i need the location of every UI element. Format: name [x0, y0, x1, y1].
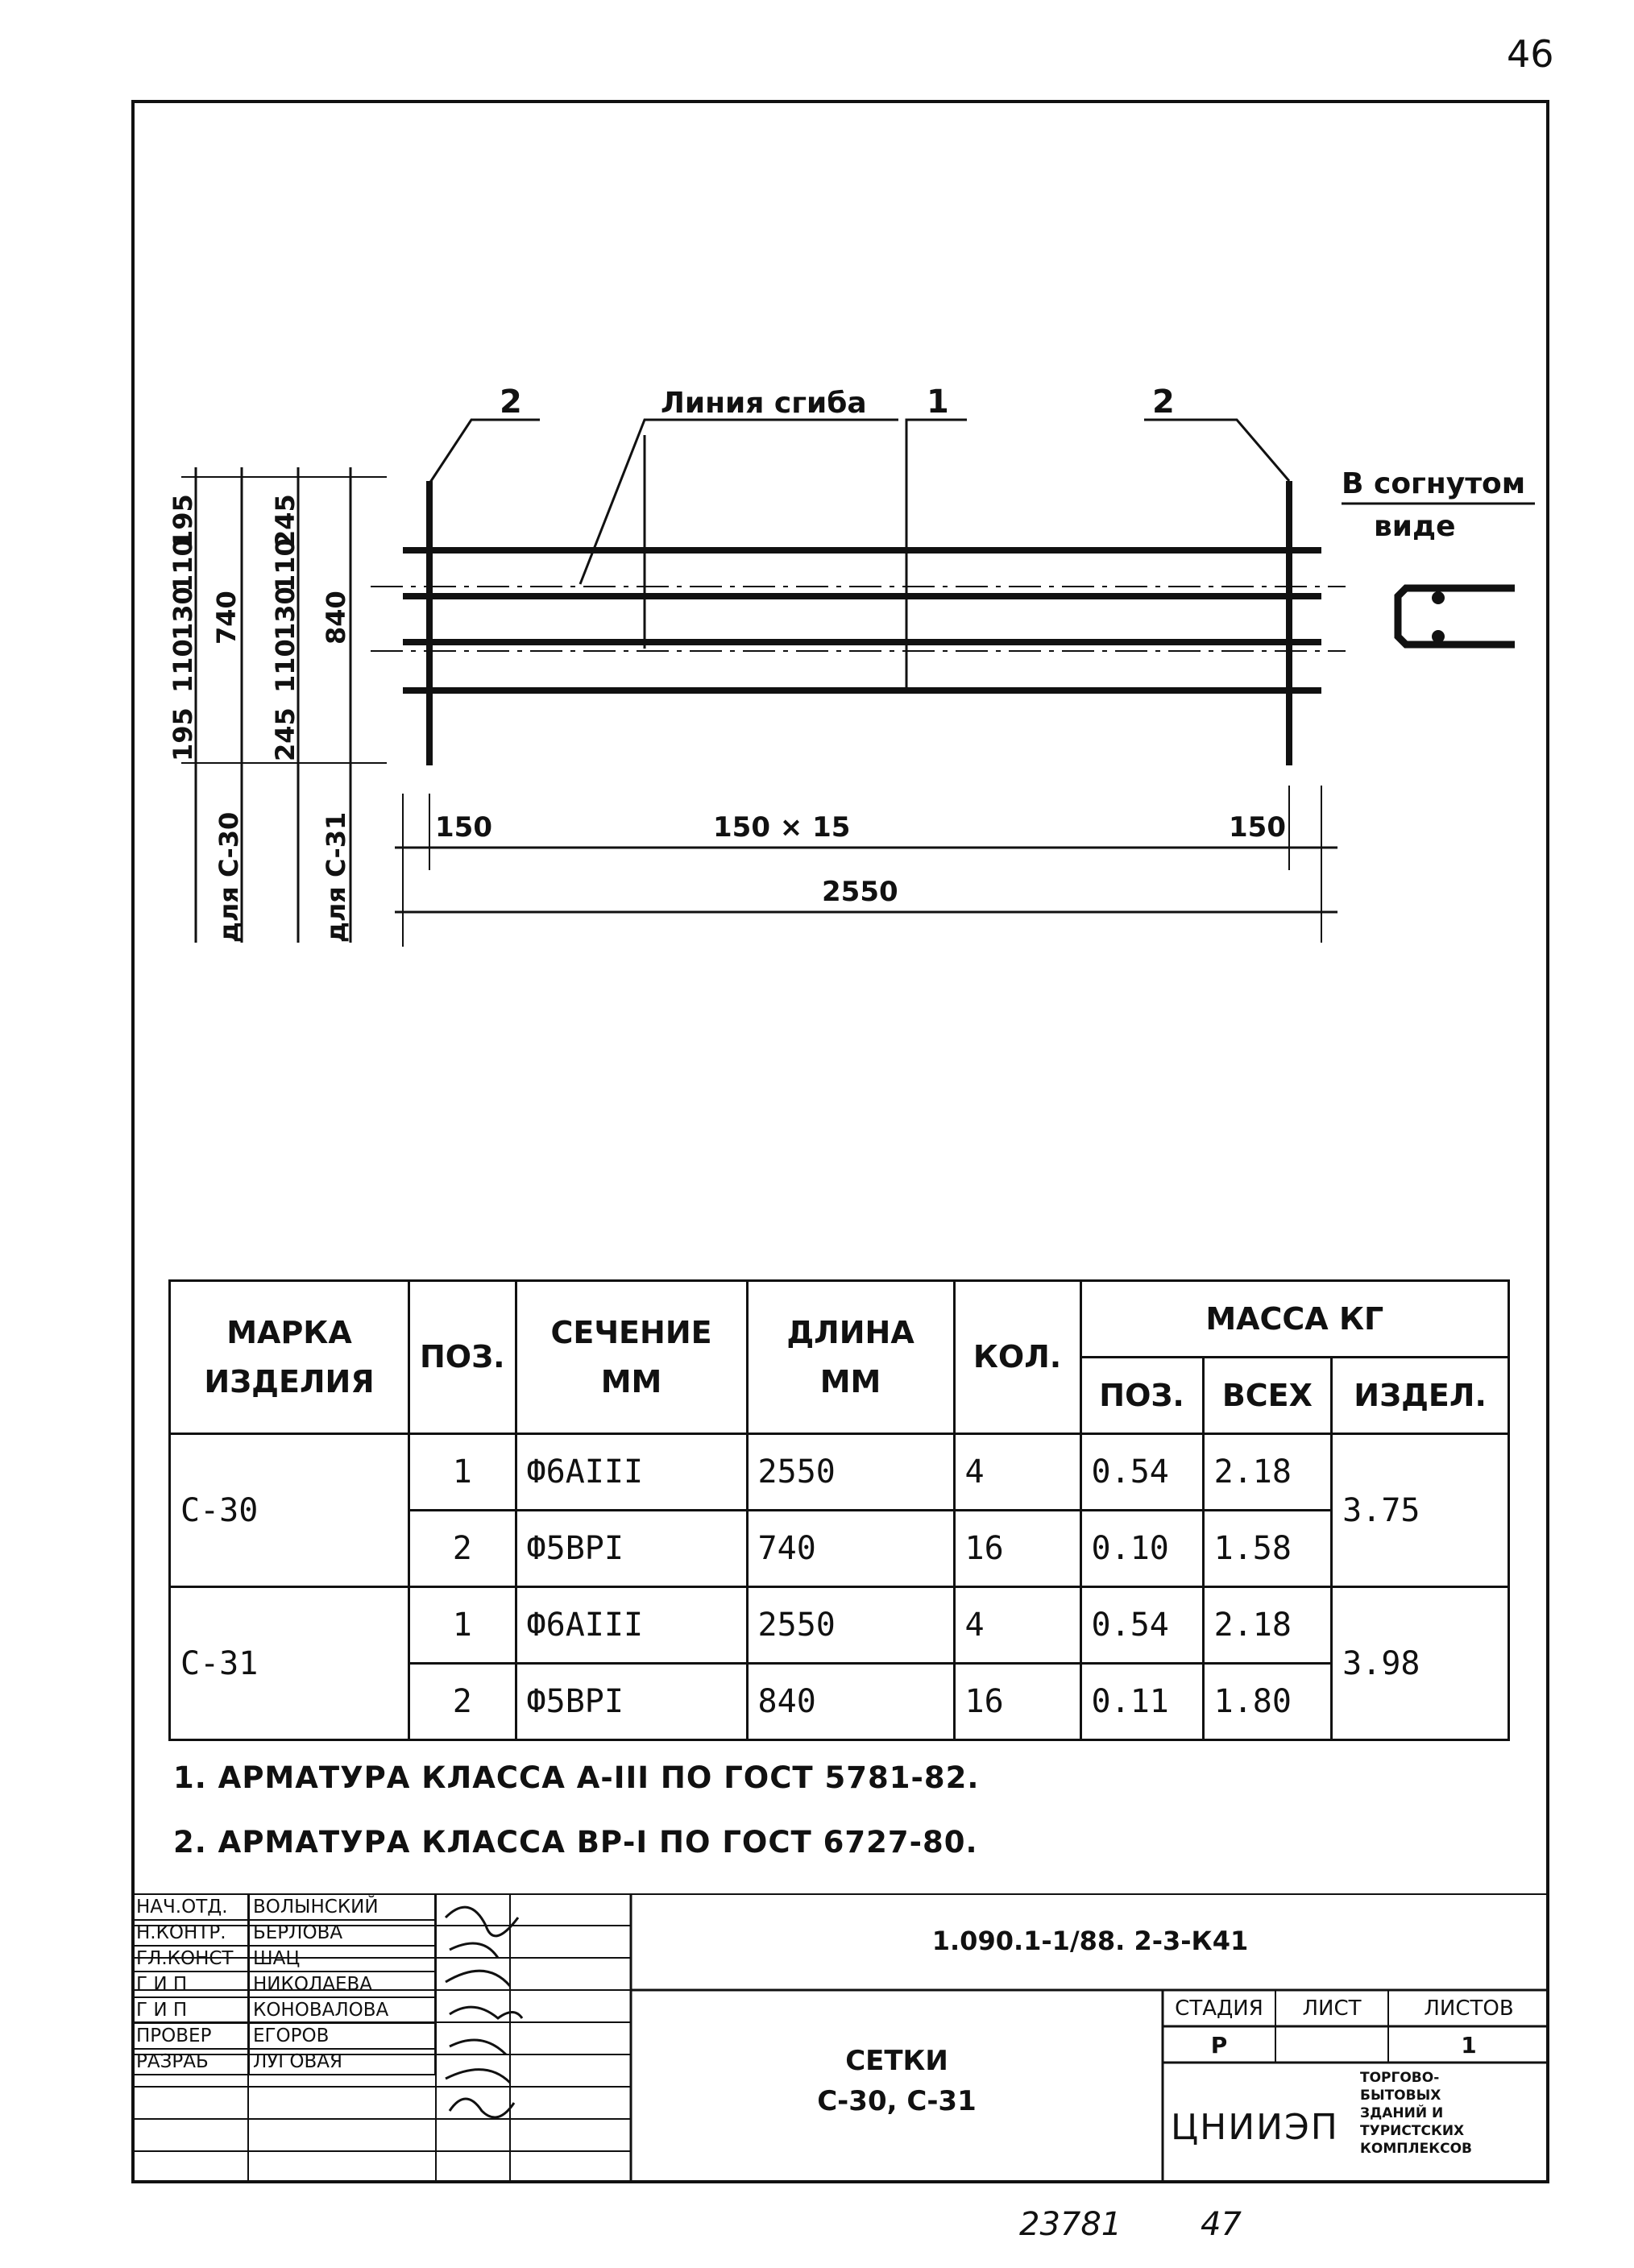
sheets-value: 1: [1461, 2032, 1477, 2059]
name-label: ЛУГОВАЯ: [249, 2049, 435, 2075]
leader-pos-2-left: [429, 420, 540, 483]
row-mass-all: 1.80: [1203, 1664, 1332, 1740]
row-length: 2550: [747, 1434, 954, 1511]
bent-view-shape: [1398, 588, 1515, 645]
dim-c30-3: 130: [168, 587, 198, 641]
org-description: [1360, 2069, 1472, 2158]
stage-label: СТАДИЯ: [1175, 1996, 1263, 2021]
row-qty: 16: [954, 1664, 1080, 1740]
header-section: СЕЧЕНИЕ ММ: [516, 1281, 747, 1434]
row-mass-item: 3.98: [1332, 1587, 1509, 1740]
row-mass-item: 3.75: [1332, 1434, 1509, 1587]
pos-label-right: 2: [1152, 384, 1175, 421]
org-desc-line: ЗДАНИЙ И: [1360, 2105, 1444, 2121]
row-mass-pos: 0.54: [1080, 1434, 1203, 1511]
name-label: ШАЦ: [249, 1946, 435, 1972]
page-number: 46: [1507, 32, 1554, 76]
row-mass-all: 2.18: [1203, 1434, 1332, 1511]
role-label: ПРОВЕР: [132, 2023, 249, 2049]
bottom-number-left: 23781: [1019, 2206, 1122, 2243]
role-label: Г И П: [132, 1972, 249, 1997]
stage-value: Р: [1210, 2032, 1228, 2059]
org-desc-line: КОМПЛЕКСОВ: [1360, 2141, 1473, 2157]
header-mass-item: ИЗДЕЛ.: [1332, 1358, 1509, 1434]
bent-view-label-1: В согнутом: [1342, 467, 1526, 500]
leader-pos-2-right: [1144, 420, 1289, 481]
row-section: Ф6АIII: [516, 1434, 747, 1511]
dim-c31-4: 110: [270, 538, 301, 592]
dim-c30-5: 195: [168, 494, 198, 548]
note-2: 2. АРМАТУРА КЛАССА ВР-I ПО ГОСТ 6727-80.: [173, 1825, 978, 1860]
header-pos: ПОЗ.: [409, 1281, 516, 1434]
org-name: ЦНИИЭП: [1171, 2107, 1339, 2148]
dim-c30-4: 110: [168, 538, 198, 592]
row-length: 740: [747, 1511, 954, 1587]
row-section: Ф5ВРI: [516, 1511, 747, 1587]
bent-view-bar-top: [1432, 591, 1445, 604]
dim-mid-label: 150 × 15: [713, 811, 851, 844]
for-c31-label: для С-31: [321, 811, 351, 943]
dim-c31-1: 245: [270, 707, 301, 761]
dim-c31-2: 110: [270, 639, 301, 693]
dim-c31-total: 840: [321, 591, 351, 645]
sheet-label: ЛИСТ: [1302, 1996, 1362, 2021]
bent-view-bar-bottom: [1432, 630, 1445, 643]
org-desc-line: ТОРГОВО-: [1360, 2070, 1440, 2086]
header-mark: МАРКА ИЗДЕЛИЯ: [170, 1281, 409, 1434]
row-length: 840: [747, 1664, 954, 1740]
spec-table: [168, 1279, 1510, 1741]
header-length: ДЛИНА ММ: [747, 1281, 954, 1434]
row-pos: 1: [409, 1434, 516, 1511]
row-section: Ф5ВРI: [516, 1664, 747, 1740]
role-label: РАЗРАБ: [132, 2049, 249, 2075]
name-label: КОНОВАЛОВА: [249, 1997, 435, 2023]
row-pos: 2: [409, 1664, 516, 1740]
row-mass-pos: 0.10: [1080, 1511, 1203, 1587]
row-mass-pos: 0.11: [1080, 1664, 1203, 1740]
dim-left-label: 150: [435, 811, 492, 844]
dim-c31-5: 245: [270, 494, 301, 548]
dim-c30-2: 110: [168, 639, 198, 693]
name-label: БЕРЛОВА: [249, 1920, 435, 1946]
org-desc-line: БЫТОВЫХ: [1360, 2088, 1441, 2104]
role-label: НАЧ.ОТД.: [132, 1894, 249, 1920]
row-mark: С-31: [170, 1587, 409, 1740]
title-block: [131, 1893, 1549, 2183]
pos-label-center: 1: [927, 384, 949, 421]
row-length: 2550: [747, 1587, 954, 1664]
bent-view-label-2: виде: [1374, 510, 1456, 543]
dim-c30-total: 740: [211, 591, 242, 645]
sheets-label: ЛИСТОВ: [1424, 1996, 1514, 2021]
row-section: Ф6АIII: [516, 1587, 747, 1664]
document-title-2: С-30, С-31: [817, 2085, 977, 2117]
bend-line-label: Линия сгиба: [661, 387, 867, 420]
bottom-number-right: 47: [1201, 2206, 1242, 2243]
role-label: ГЛ.КОНСТ: [132, 1946, 249, 1972]
note-1: 1. АРМАТУРА КЛАССА А-III ПО ГОСТ 5781-82.: [173, 1760, 980, 1795]
dim-c31-3: 130: [270, 587, 301, 641]
dim-total-label: 2550: [822, 876, 898, 908]
row-qty: 4: [954, 1434, 1080, 1511]
row-qty: 16: [954, 1511, 1080, 1587]
table-row: [170, 1587, 1509, 1664]
role-label: Г И П: [132, 1997, 249, 2023]
row-pos: 2: [409, 1511, 516, 1587]
name-label: НИКОЛАЕВА: [249, 1972, 435, 1997]
for-c30-label: для С-30: [214, 811, 244, 943]
row-mass-all: 2.18: [1203, 1587, 1332, 1664]
name-label: ЕГОРОВ: [249, 2023, 435, 2049]
header-mass-pos: ПОЗ.: [1080, 1358, 1203, 1434]
leader-bend: [580, 420, 898, 584]
signature-table: [131, 1893, 436, 2075]
org-desc-line: ТУРИСТСКИХ: [1360, 2123, 1465, 2139]
pos-label-left: 2: [500, 384, 522, 421]
dim-c30-1: 195: [168, 707, 198, 761]
dim-right-label: 150: [1229, 811, 1286, 844]
row-mark: С-30: [170, 1434, 409, 1587]
header-mass-all: ВСЕХ: [1203, 1358, 1332, 1434]
row-qty: 4: [954, 1587, 1080, 1664]
document-title-1: СЕТКИ: [845, 2045, 948, 2077]
mesh-drawing: [0, 0, 1634, 1007]
leader-pos-1: [906, 420, 967, 693]
row-mass-pos: 0.54: [1080, 1587, 1203, 1664]
document-code: 1.090.1-1/88. 2-3-К41: [931, 1926, 1249, 1956]
table-row: [170, 1434, 1509, 1511]
header-qty: КОЛ.: [954, 1281, 1080, 1434]
row-pos: 1: [409, 1587, 516, 1664]
role-label: Н.КОНТР.: [132, 1920, 249, 1946]
row-mass-all: 1.58: [1203, 1511, 1332, 1587]
name-label: ВОЛЫНСКИЙ: [249, 1894, 435, 1920]
header-mass: МАССА КГ: [1080, 1281, 1508, 1358]
